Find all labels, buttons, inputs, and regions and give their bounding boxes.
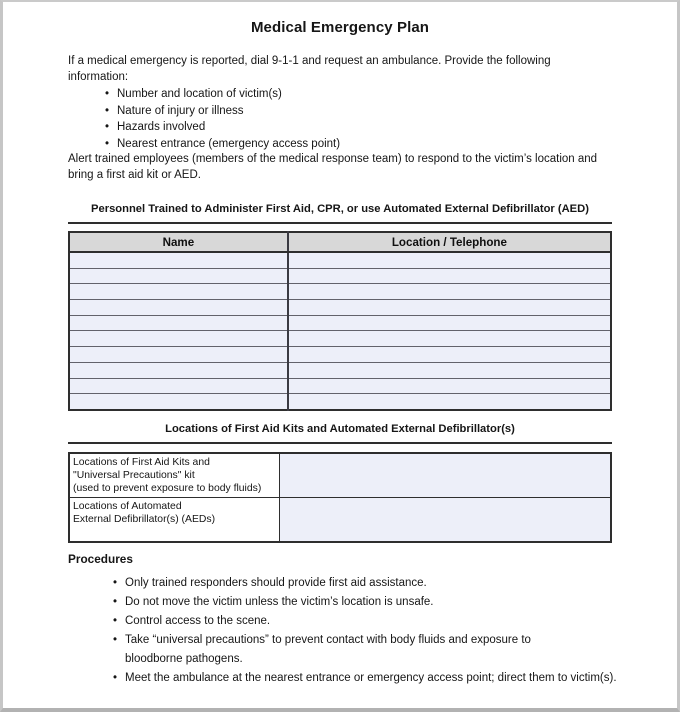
form-field[interactable] (69, 315, 288, 331)
form-field[interactable] (288, 362, 611, 378)
table-row (69, 497, 611, 542)
list-item-text: Meet the ambulance at the nearest entrance or emergency access point; direct them to victim(s). (125, 672, 617, 685)
personnel-table-header (69, 232, 611, 252)
table-row (69, 378, 611, 394)
alert-line: Alert trained employees (members of the medical response team) to respond to the victim’s location and (68, 153, 598, 165)
list-item-text: Nature of injury or illness (117, 104, 244, 117)
bullet-icon: • (113, 615, 118, 628)
bullet-icon: • (113, 596, 118, 609)
form-field[interactable] (288, 268, 611, 284)
bullet-icon: • (113, 634, 118, 647)
table-row (69, 331, 611, 347)
page-title: Medical Emergency Plan (250, 19, 430, 36)
label-line: Locations of First Aid Kits and (73, 456, 210, 468)
intro-paragraph (68, 54, 612, 85)
list-item (113, 574, 612, 593)
list-item-text: Do not move the victim unless the victim’s location is unsafe. (125, 596, 434, 609)
label-line: External Defibrillator(s) (AEDs) (73, 513, 216, 525)
list-item-text: Nearest entrance (emergency access point) (117, 137, 341, 150)
personnel-table (68, 231, 612, 411)
list-item-text: Control access to the scene. (125, 615, 271, 628)
list-item (105, 136, 612, 153)
label-line: Locations of Automated (73, 500, 182, 512)
locations-table (68, 452, 612, 544)
list-item (105, 103, 612, 120)
form-field[interactable] (288, 394, 611, 410)
alert-line: bring a first aid kit or AED. (68, 168, 201, 181)
column-header-name: Name (69, 232, 288, 252)
bullet-icon: • (113, 672, 118, 685)
bullet-icon: • (113, 577, 118, 590)
list-item (113, 631, 612, 669)
form-field[interactable] (280, 453, 612, 498)
personnel-section-heading: Personnel Trained to Administer First Aid, CPR, or use Automated External Defibrillator (AED) (68, 203, 612, 224)
form-field[interactable] (69, 394, 288, 410)
bullet-icon: • (105, 88, 110, 100)
alert-paragraph (68, 152, 612, 183)
intro-line: information: (68, 70, 129, 83)
list-item-text: Only trained responders should provide first aid assistance. (125, 577, 427, 590)
list-item-text: Take “universal precautions” to prevent contact with body fluids and exposure to (125, 634, 531, 647)
locations-section-heading: Locations of First Aid Kits and Automated External Defibrillator(s) (68, 423, 612, 444)
form-field[interactable] (288, 315, 611, 331)
list-item (105, 86, 612, 103)
list-item-text: bloodborne pathogens. (125, 653, 243, 666)
form-field[interactable] (288, 378, 611, 394)
form-field[interactable] (69, 284, 288, 300)
form-field[interactable] (69, 362, 288, 378)
bullet-icon: • (105, 104, 110, 117)
form-field[interactable] (69, 252, 288, 268)
procedures-list (68, 574, 617, 688)
list-item (113, 669, 617, 688)
table-row (69, 453, 611, 498)
form-field[interactable] (69, 300, 288, 316)
table-row (69, 300, 611, 316)
aed-locations-label (69, 497, 280, 542)
list-item (113, 612, 612, 631)
bullet-icon: • (105, 121, 110, 133)
form-field[interactable] (288, 284, 611, 300)
header-row (69, 232, 611, 252)
table-row (69, 362, 611, 378)
emergency-info-list (68, 86, 612, 152)
list-item-text: Hazards involved (117, 121, 206, 133)
personnel-table-body (69, 252, 611, 410)
procedures-heading: Procedures (68, 552, 133, 567)
table-row (69, 394, 611, 410)
intro-line: If a medical emergency is reported, dial 9-1-1 and request an ambulance. Provide the following (68, 55, 551, 67)
form-field[interactable] (288, 300, 611, 316)
form-field[interactable] (69, 378, 288, 394)
list-item (113, 593, 612, 612)
bullet-icon: • (105, 137, 110, 150)
form-field[interactable] (69, 331, 288, 347)
table-row (69, 252, 611, 268)
form-field[interactable] (288, 252, 611, 268)
form-field[interactable] (288, 347, 611, 363)
form-field[interactable] (288, 331, 611, 347)
form-field[interactable] (69, 268, 288, 284)
label-line: "Universal Precautions" kit (73, 469, 195, 481)
first-aid-kit-locations-label (69, 453, 280, 498)
table-row (69, 347, 611, 363)
label-line: (used to prevent exposure to body fluids) (73, 482, 262, 494)
list-item-text: Number and location of victim(s) (117, 88, 282, 100)
table-row (69, 284, 611, 300)
table-row (69, 268, 611, 284)
table-row (69, 315, 611, 331)
column-header-location-telephone: Location / Telephone (288, 232, 611, 252)
form-field[interactable] (69, 347, 288, 363)
form-field[interactable] (280, 497, 612, 542)
list-item (105, 119, 612, 136)
